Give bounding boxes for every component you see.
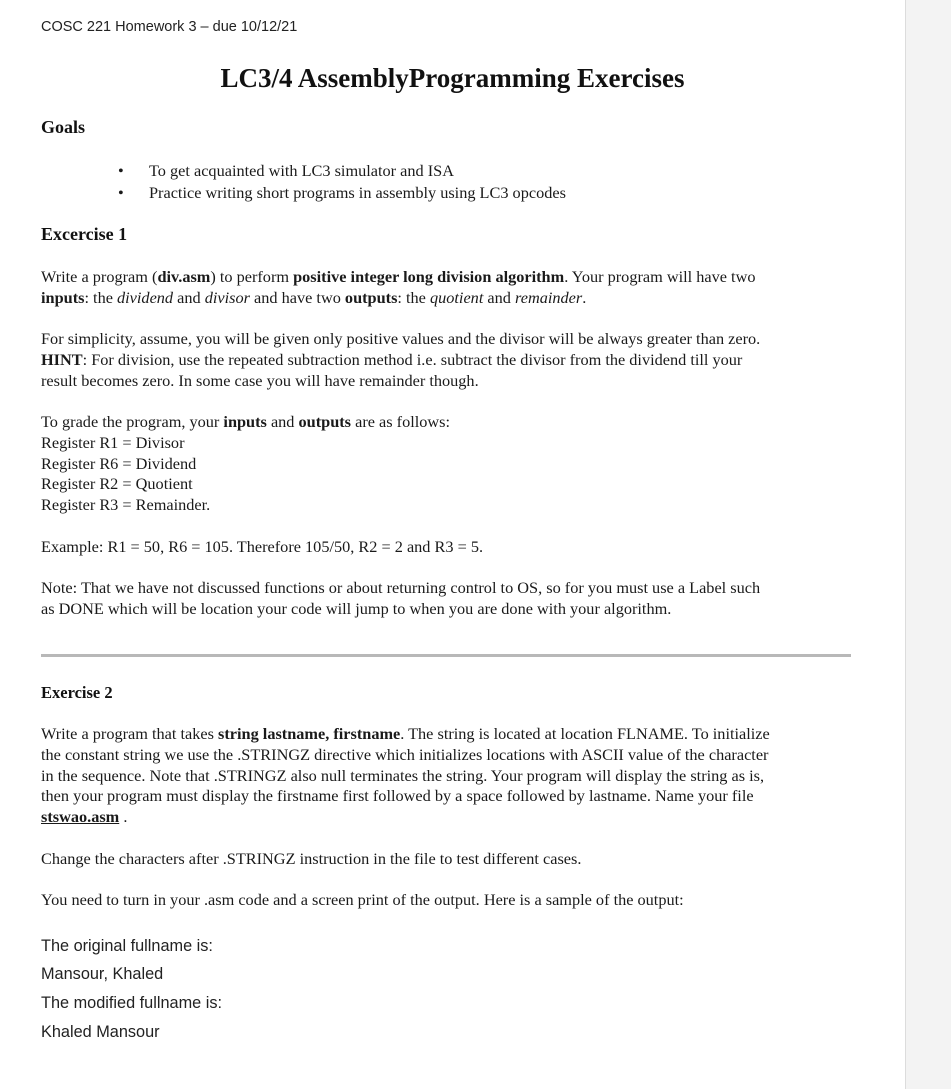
exercise1-paragraph-3: To grade the program, your inputs and outputs are as follows: Register R1 = Divisor Register R6 = Dividend Register R2 = Quotient Register R3 = Remainder. — [41, 412, 451, 515]
exercise2-paragraph-1: Write a program that takes string lastname, firstname. The string is located at location FLNAME. To initialize the constant string we use the .STRINGZ directive which initializes locations with ASCII value of the character in the sequence. Note that .STRINGZ also null terminates the string. Your program will display the string as is, then your program must display the firstname first followed by a space followed by lastname. Name your file stswao.asm . — [41, 724, 770, 827]
window-side-gutter — [905, 0, 951, 1089]
register-line: Register R6 = Dividend — [41, 453, 197, 473]
goals-heading: Goals — [41, 117, 86, 137]
exercise2-paragraph-2: Change the characters after .STRINGZ instruction in the file to test different cases. — [41, 849, 582, 868]
exercise1-note: Note: That we have not discussed functions or about returning control to OS, so for you must use a Label such as DONE which will be location your code will jump to when you are done with your algorithm. — [41, 578, 761, 618]
exercise2-heading: Exercise 2 — [41, 683, 113, 702]
section-divider — [41, 654, 851, 657]
list-item: • Practice writing short programs in assembly using LC3 opcodes — [118, 182, 566, 204]
register-line: Register R2 = Quotient — [41, 474, 193, 494]
sample-output-line: The original fullname is: — [41, 937, 213, 955]
page-title: LC3/4 AssemblyProgramming Exercises — [220, 63, 685, 93]
register-line: Register R3 = Remainder. — [41, 495, 211, 515]
sample-output-line: The modified fullname is: — [41, 994, 222, 1012]
page-header: COSC 221 Homework 3 – due 10/12/21 — [41, 19, 298, 35]
register-line: Register R1 = Divisor — [41, 432, 185, 452]
exercise1-paragraph-1: Write a program (div.asm) to perform positive integer long division algorithm. Your program will have two inputs: the dividend and divisor and have two outputs: the quotient and remainder. — [41, 267, 756, 307]
sample-output-line: Mansour, Khaled — [41, 965, 164, 983]
exercise1-paragraph-2: For simplicity, assume, you will be given only positive values and the divisor will be always greater than zero. HINT: For division, use the repeated subtraction method i.e. subtract the divisor from the dividend till your result becomes zero. In some case you will have remainder though. — [41, 329, 761, 390]
exercise1-heading: Excercise 1 — [41, 224, 128, 244]
sample-output-line: Khaled Mansour — [41, 1023, 160, 1041]
goals-list — [118, 160, 566, 204]
list-item: • To get acquainted with LC3 simulator and ISA — [118, 160, 566, 182]
filename: stswao.asm — [41, 807, 120, 827]
exercise2-paragraph-3: You need to turn in your .asm code and a screen print of the output. Here is a sample of the output: — [41, 890, 684, 909]
exercise1-example: Example: R1 = 50, R6 = 105. Therefore 105/50, R2 = 2 and R3 = 5. — [41, 537, 484, 556]
